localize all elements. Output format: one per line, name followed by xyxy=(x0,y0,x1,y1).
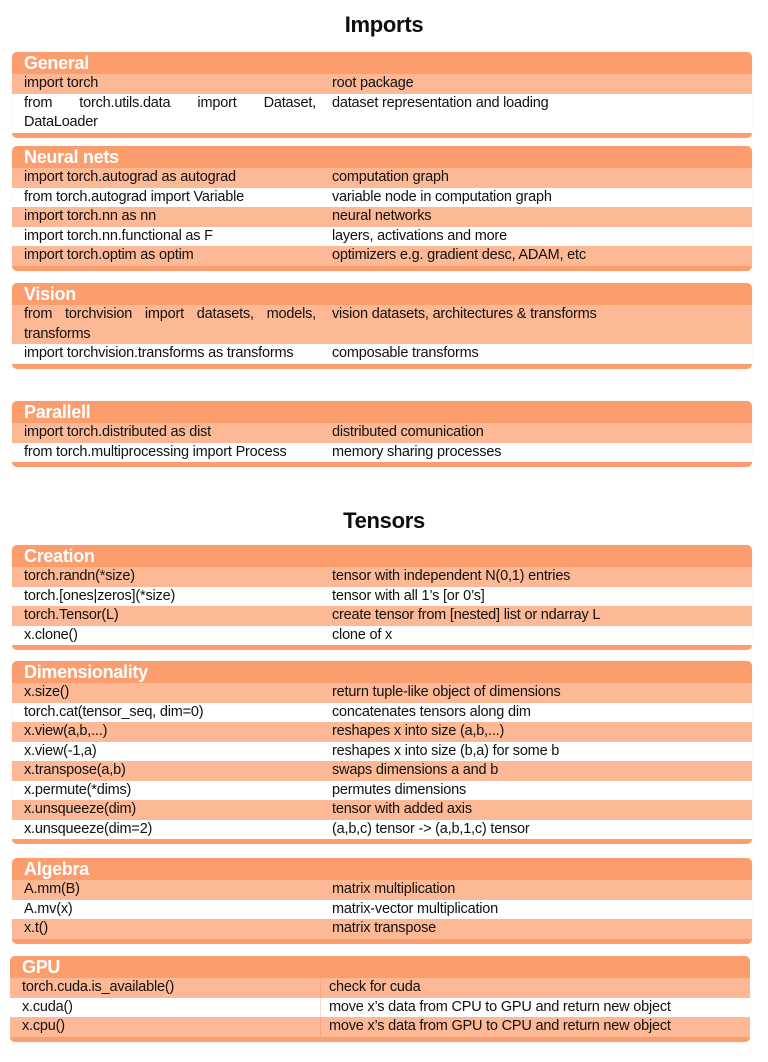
code-cell: x.unsqueeze(dim) xyxy=(24,801,137,817)
table-row xyxy=(12,880,752,900)
code-cell: torch.[ones|zeros](*size) xyxy=(24,587,176,604)
section-gpu xyxy=(10,956,750,1042)
table-row xyxy=(12,919,752,939)
table-row xyxy=(12,626,752,646)
description-cell: matrix multiplication xyxy=(332,881,456,897)
description-cell: matrix-vector multiplication xyxy=(332,900,499,917)
description-cell: move x’s data from CPU to GPU and return new object xyxy=(329,998,671,1015)
table-row xyxy=(12,188,752,208)
table-row xyxy=(12,443,752,463)
code-cell: from torch.multiprocessing import Process xyxy=(24,443,287,460)
code-cell: import torchvision.transforms as transforms xyxy=(24,345,294,361)
code-cell: x.view(-1,a) xyxy=(24,742,97,759)
table-row xyxy=(10,998,750,1018)
description-cell: computation graph xyxy=(332,169,449,185)
section-footer xyxy=(12,839,752,844)
code-cell: x.permute(*dims) xyxy=(24,781,132,798)
description-cell: variable node in computation graph xyxy=(332,188,552,205)
table-row xyxy=(12,567,752,587)
table-row xyxy=(12,742,752,762)
section-footer xyxy=(12,133,752,138)
description-cell: reshapes x into size (a,b,...) xyxy=(332,723,505,739)
description-cell: root package xyxy=(332,75,414,91)
code-cell: x.cpu() xyxy=(10,1017,321,1037)
tensors-title: Tensors xyxy=(343,508,425,533)
table-row xyxy=(12,207,752,227)
code-cell: torch.cat(tensor_seq, dim=0) xyxy=(24,703,204,720)
section-header: Vision xyxy=(12,283,752,305)
code-cell: torch.cuda.is_available() xyxy=(10,978,321,998)
table-row xyxy=(12,74,752,94)
section-parallell xyxy=(12,401,752,467)
table-row xyxy=(12,820,752,840)
section-creation xyxy=(12,545,752,650)
description-cell: dataset representation and loading xyxy=(332,94,549,111)
section-algebra xyxy=(12,858,752,944)
code-cell: x.transpose(a,b) xyxy=(24,762,126,778)
description-cell: reshapes x into size (b,a) for some b xyxy=(332,742,560,759)
code-cell: x.clone() xyxy=(24,626,78,643)
section-general xyxy=(12,52,752,138)
description-cell: vision datasets, architectures & transforms xyxy=(332,306,597,322)
description-cell: memory sharing processes xyxy=(332,443,502,460)
description-cell: composable transforms xyxy=(332,345,479,361)
code-cell: A.mm(B) xyxy=(24,881,80,897)
section-neural-nets xyxy=(12,146,752,271)
section-footer xyxy=(12,645,752,650)
table-row xyxy=(12,781,752,801)
table-row xyxy=(12,800,752,820)
section-vision xyxy=(12,283,752,369)
code-cell: import torch xyxy=(24,75,99,91)
section-footer xyxy=(12,266,752,271)
section-header: General xyxy=(12,52,752,74)
code-cell: A.mv(x) xyxy=(24,900,73,917)
table-row xyxy=(12,227,752,247)
table-row xyxy=(12,761,752,781)
description-cell: tensor with added axis xyxy=(332,801,472,817)
code-cell: import torch.nn as nn xyxy=(24,208,157,224)
description-cell: matrix transpose xyxy=(332,920,436,936)
section-header: GPU xyxy=(10,956,750,978)
section-footer xyxy=(12,939,752,944)
code-cell: x.cuda() xyxy=(10,998,321,1018)
code-cell: x.size() xyxy=(24,684,70,700)
section-footer xyxy=(12,364,752,369)
description-cell: swaps dimensions a and b xyxy=(332,762,499,778)
section-header: Neural nets xyxy=(12,146,752,168)
section-dimensionality xyxy=(12,661,752,844)
description-cell: move x’s data from GPU to CPU and return new object xyxy=(329,1018,671,1034)
section-header: Parallell xyxy=(12,401,752,423)
code-cell: from torchvision import datasets, models, transforms xyxy=(24,306,316,342)
table-row xyxy=(12,305,752,344)
table-row xyxy=(12,344,752,364)
section-header: Creation xyxy=(12,545,752,567)
code-cell: import torch.nn.functional as F xyxy=(24,227,213,244)
table-row xyxy=(12,703,752,723)
code-cell: import torch.optim as optim xyxy=(24,247,194,263)
description-cell: optimizers e.g. gradient desc, ADAM, etc xyxy=(332,247,586,263)
table-row xyxy=(12,168,752,188)
table-row xyxy=(12,900,752,920)
table-row xyxy=(12,722,752,742)
code-cell: torch.Tensor(L) xyxy=(24,607,119,623)
description-cell: neural networks xyxy=(332,208,432,224)
table-row xyxy=(12,246,752,266)
table-row xyxy=(10,1017,750,1037)
table-row xyxy=(12,587,752,607)
code-cell: import torch.distributed as dist xyxy=(24,424,212,440)
description-cell: tensor with all 1’s [or 0’s] xyxy=(332,587,485,604)
table-row xyxy=(12,606,752,626)
description-cell: tensor with independent N(0,1) entries xyxy=(332,568,571,584)
description-cell: clone of x xyxy=(332,626,393,643)
description-cell: return tuple-like object of dimensions xyxy=(332,684,561,700)
description-cell: (a,b,c) tensor -> (a,b,1,c) tensor xyxy=(332,820,530,837)
code-cell: torch.randn(*size) xyxy=(24,568,135,584)
description-cell: distributed comunication xyxy=(332,424,484,440)
code-cell: x.view(a,b,...) xyxy=(24,723,108,739)
description-cell: create tensor from [nested] list or ndarray L xyxy=(332,607,601,623)
code-cell: from torch.autograd import Variable xyxy=(24,188,245,205)
section-footer xyxy=(10,1037,750,1042)
imports-title: Imports xyxy=(344,12,424,37)
table-row xyxy=(12,94,752,133)
code-cell: x.t() xyxy=(24,920,48,936)
table-row xyxy=(12,423,752,443)
code-cell: x.unsqueeze(dim=2) xyxy=(24,820,153,837)
table-row xyxy=(10,978,750,998)
description-cell: layers, activations and more xyxy=(332,227,507,244)
description-cell: check for cuda xyxy=(329,979,421,995)
section-header: Dimensionality xyxy=(12,661,752,683)
code-cell: from torch.utils.data import Dataset, DataLoader xyxy=(24,94,316,130)
table-row xyxy=(12,683,752,703)
description-cell: concatenates tensors along dim xyxy=(332,703,531,720)
code-cell: import torch.autograd as autograd xyxy=(24,169,236,185)
section-header: Algebra xyxy=(12,858,752,880)
description-cell: permutes dimensions xyxy=(332,781,467,798)
section-footer xyxy=(12,462,752,467)
